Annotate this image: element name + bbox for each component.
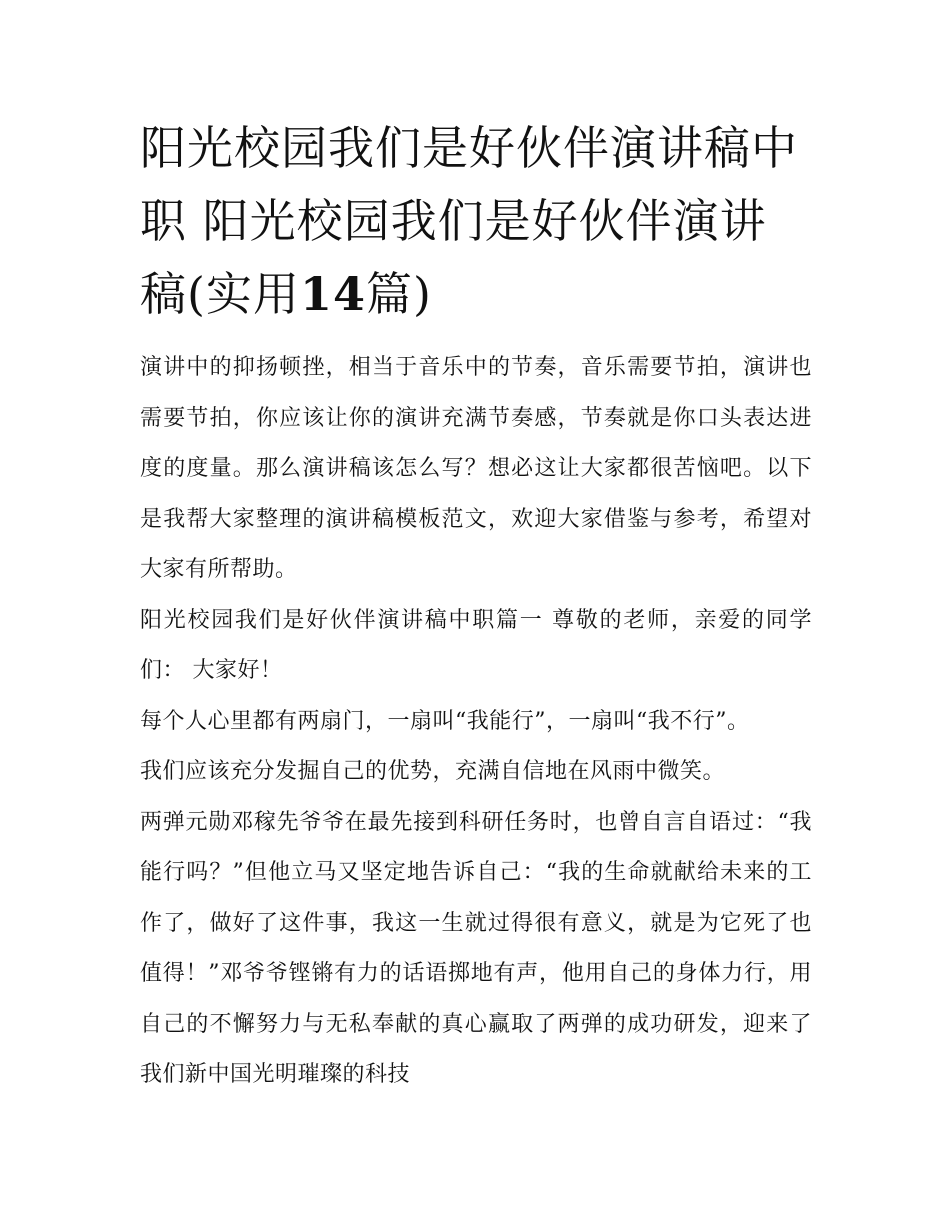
title-text: 阳光校园我们是好伙伴演讲稿中职 阳光校园我们是好伙伴演讲稿(实用 bbox=[140, 121, 798, 321]
section-heading-paragraph: 阳光校园我们是好伙伴演讲稿中职篇一 尊敬的老师，亲爱的同学们： 大家好！ bbox=[140, 607, 812, 683]
title-text-end: 篇) bbox=[365, 267, 432, 321]
body-paragraph: 我们应该充分发掘自己的优势，充满自信地在风雨中微笑。 bbox=[140, 759, 726, 784]
document-page bbox=[140, 112, 812, 1101]
title-number: 14 bbox=[299, 267, 366, 321]
intro-paragraph: 演讲中的抑扬顿挫，相当于音乐中的节奏，音乐需要节拍，演讲也需要节拍，你应该让你的演讲充满节奏感，节奏就是你口头表达进度的度量。那么演讲稿该怎么写？想必这让大家都很苦恼吧。以下是我帮大家整理的演讲稿模板范文，欢迎大家借鉴与参考，希望对大家有所帮助。 bbox=[140, 355, 812, 582]
body-paragraph: 两弹元勋邓稼先爷爷在最先接到科研任务时，也曾自言自语过：“我能行吗？”但他立马又坚定地告诉自己：“我的生命就献给未来的工作了，做好了这件事，我这一生就过得很有意义，就是为它死了也值得！”邓爷爷铿锵有力的话语掷地有声，他用自己的身体力行，用自己的不懈努力与无私奉献的真心赢取了两弹的成功研发，迎来了我们新中国光明璀璨的科技 bbox=[140, 809, 812, 1087]
body-paragraph: 每个人心里都有两扇门，一扇叫“我能行”，一扇叫“我不行”。 bbox=[140, 708, 750, 734]
document-title bbox=[140, 112, 812, 331]
